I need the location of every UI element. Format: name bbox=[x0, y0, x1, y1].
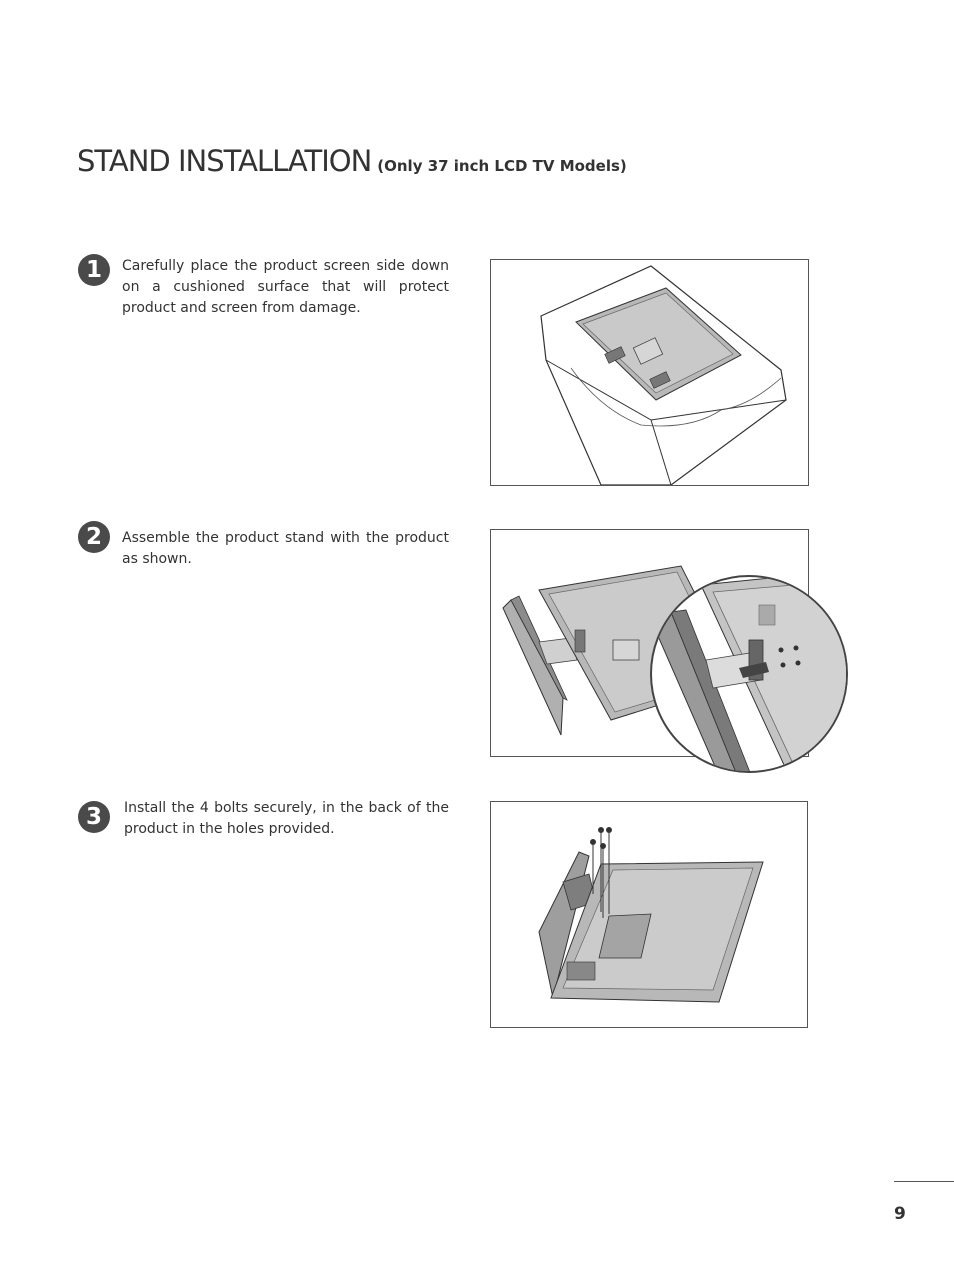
step-2-illustration bbox=[490, 529, 809, 757]
step-3-illustration bbox=[490, 801, 808, 1028]
step-1-number-badge: 1 bbox=[78, 254, 110, 286]
step-3-number-badge: 3 bbox=[78, 801, 110, 833]
page-title bbox=[77, 144, 627, 178]
footer-rule bbox=[894, 1181, 954, 1182]
step-2-number-badge: 2 bbox=[78, 521, 110, 553]
step-1-text: Carefully place the product screen side down on a cushioned surface that will protect product and screen from damage. bbox=[122, 258, 449, 316]
title-subtitle: (Only 37 inch LCD TV Models) bbox=[377, 157, 627, 175]
title-main: STAND INSTALLATION bbox=[77, 144, 372, 178]
step-1-illustration bbox=[490, 259, 809, 486]
page-number: 9 bbox=[894, 1204, 906, 1224]
step-3-text: Install the 4 bolts securely, in the back of the product in the holes provided. bbox=[124, 800, 449, 837]
step-2-text: Assemble the product stand with the product as shown. bbox=[122, 530, 449, 567]
